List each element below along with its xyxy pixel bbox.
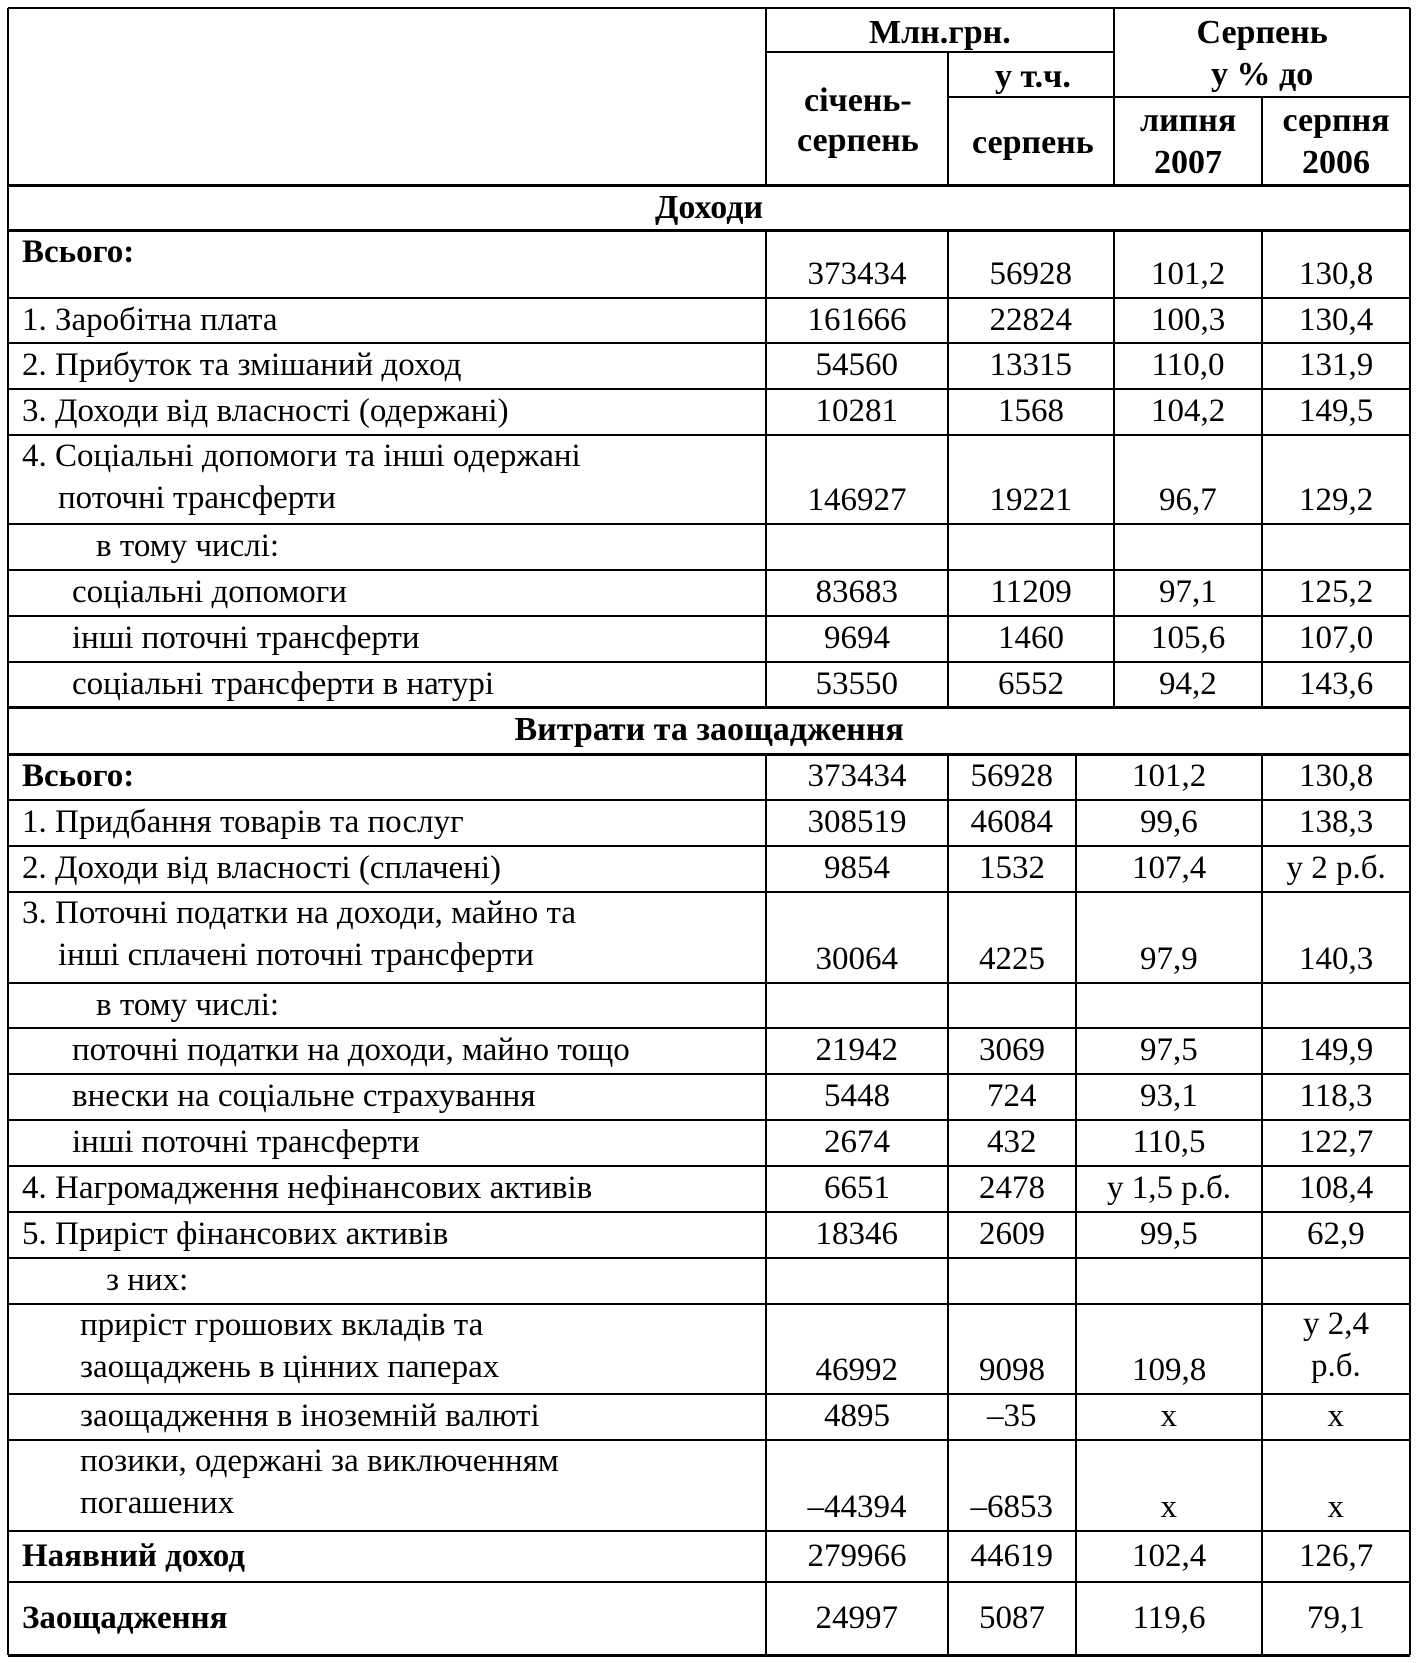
grid-line [1261,846,1263,892]
row-label: 5. Приріст фінансових активів [22,1216,449,1252]
grid-line [947,800,949,846]
cell-value: –35 [987,1398,1037,1434]
grid-line [947,1440,949,1531]
grid-line [1075,1440,1077,1531]
grid-line [1261,298,1263,343]
row-label: 3. Поточні податки на доходи, майно та [22,895,576,931]
cell-value: 6651 [824,1170,890,1206]
grid-line [1261,230,1263,298]
grid-line [947,1304,949,1394]
grid-line [8,1257,1410,1259]
grid-line [8,1581,1410,1583]
grid-line [947,524,949,570]
grid-line [8,297,1410,299]
header-aug-pct: Серпень [1196,14,1328,51]
grid-line [8,184,1410,187]
grid-line [1261,662,1263,707]
cell-value: 4225 [979,941,1045,977]
grid-line [1075,1166,1077,1212]
cell-value: 122,7 [1299,1124,1374,1160]
cell-value: х [1327,1398,1344,1434]
grid-line [1261,97,1263,185]
cell-value: 125,2 [1299,574,1374,610]
cell-value: 143,6 [1299,665,1374,702]
header-july: липня [1140,102,1237,139]
grid-line [1113,524,1115,570]
cell-value: х [1160,1489,1177,1525]
grid-line [765,298,767,343]
grid-line [765,1028,767,1074]
row-label: 2. Прибуток та змішаний доход [22,347,462,383]
grid-line [1075,1394,1077,1440]
grid-line [765,1582,767,1655]
cell-value: 373434 [807,256,907,292]
grid-line [1114,96,1410,98]
row-label: інші сплачені поточні трансферти [58,937,534,973]
grid-line [8,523,1410,525]
row-label: приріст грошових вкладів та [80,1307,484,1343]
row-label: внески на соціальне страхування [72,1078,536,1114]
grid-line [8,229,1410,232]
row-label: 1. Заробітна плата [22,301,278,338]
cell-value: 1532 [979,850,1045,886]
cell-value: 373434 [807,758,907,794]
cell-value: 130,8 [1299,758,1374,794]
grid-line [947,343,949,389]
header-july: 2007 [1154,144,1222,181]
grid-line [1113,343,1115,389]
cell-value: 22824 [989,301,1072,338]
grid-line [1113,230,1115,298]
cell-value: 2674 [824,1124,890,1160]
grid-line [765,1531,767,1582]
grid-line [1113,570,1115,616]
header-mln-grn: Млн.грн. [869,14,1011,51]
grid-line [8,1165,1410,1167]
grid-line [1261,389,1263,435]
cell-value: 62,9 [1307,1216,1365,1252]
cell-value: 161666 [807,301,907,338]
grid-line [1075,846,1077,892]
grid-line [1261,754,1263,800]
cell-value: 9098 [979,1352,1045,1388]
grid-line [1075,1074,1077,1120]
grid-line [8,1303,1410,1305]
grid-line [8,1654,1410,1657]
row-label: погашених [80,1485,235,1521]
row-label: соціальні трансферти в натурі [72,665,495,702]
cell-value: 44619 [970,1537,1053,1574]
grid-line [765,435,767,524]
header-aug2006: 2006 [1302,144,1370,181]
cell-value: 131,9 [1299,347,1374,383]
cell-value: 101,2 [1132,758,1207,794]
cell-value: 19221 [989,482,1072,518]
cell-value: р.б. [1311,1348,1361,1384]
grid-line [1261,1074,1263,1120]
grid-line [947,298,949,343]
grid-line [8,753,1410,756]
grid-line [8,706,1410,709]
row-label: в тому числі: [96,986,280,1023]
cell-value: у 2,4 [1303,1306,1369,1342]
cell-value: 21942 [815,1032,898,1068]
grid-line [947,230,949,298]
grid-line [1261,1582,1263,1655]
grid-line [765,1394,767,1440]
row-label: інші поточні трансферти [72,1124,420,1160]
grid-line [947,1028,949,1074]
cell-value: 97,5 [1140,1032,1198,1068]
cell-value: 146927 [807,482,907,518]
header-jan-aug: серпень [797,122,919,159]
grid-line [1261,343,1263,389]
cell-value: 110,0 [1151,347,1225,383]
grid-line [1075,1120,1077,1166]
grid-line [8,615,1410,617]
section-title: Доходи [655,189,764,226]
cell-value: 109,8 [1132,1352,1207,1388]
grid-line [765,892,767,983]
cell-value: х [1160,1398,1177,1434]
cell-value: 130,8 [1299,256,1374,292]
cell-value: у 1,5 р.б. [1107,1170,1232,1206]
grid-line [1113,389,1115,435]
grid-line [8,569,1410,571]
grid-line [8,342,1410,344]
row-label: 4. Соціальні допомоги та інші одержані [22,438,581,474]
cell-value: 105,6 [1151,620,1226,656]
cell-value: х [1327,1489,1344,1525]
cell-value: 13315 [989,347,1072,383]
grid-line [765,389,767,435]
row-label: заощаджень в цінних паперах [80,1349,500,1385]
cell-value: –44394 [807,1489,907,1525]
cell-value: 96,7 [1159,482,1217,518]
cell-value: 110,5 [1132,1124,1206,1160]
cell-value: 53550 [815,665,898,702]
grid-line [1261,1166,1263,1212]
grid-line [1409,8,1411,1655]
grid-line [1261,1212,1263,1258]
grid-line [765,524,767,570]
grid-line [8,1027,1410,1029]
grid-line [765,1258,767,1304]
cell-value: 2609 [979,1216,1045,1252]
row-label: в тому числі: [96,528,280,564]
cell-value: 54560 [815,347,898,383]
cell-value: 1460 [998,620,1064,656]
grid-line [765,846,767,892]
cell-value: 149,5 [1299,393,1374,429]
cell-value: 18346 [815,1216,898,1252]
cell-value: 3069 [979,1032,1045,1068]
row-label: позики, одержані за виключенням [80,1443,559,1479]
cell-value: –6853 [970,1489,1053,1525]
grid-line [8,891,1410,893]
row-label: поточні податки на доходи, майно тощо [72,1032,630,1068]
grid-line [947,1074,949,1120]
section-title: Витрати та заощадження [514,711,904,748]
grid-line [947,892,949,983]
grid-line [1261,800,1263,846]
grid-line [947,389,949,435]
grid-line [1261,1440,1263,1531]
grid-line [1261,1394,1263,1440]
cell-value: 10281 [815,393,898,429]
cell-value: 79,1 [1307,1599,1365,1636]
grid-line [1261,1531,1263,1582]
grid-line [765,800,767,846]
grid-line [947,1258,949,1304]
cell-value: 102,4 [1132,1537,1207,1574]
grid-line [1075,1212,1077,1258]
grid-line [7,8,9,1655]
grid-line [1261,570,1263,616]
grid-line [1261,1258,1263,1304]
cell-value: 11209 [990,574,1072,610]
row-label: соціальні допомоги [72,574,347,610]
grid-line [947,846,949,892]
cell-value: 94,2 [1159,665,1217,702]
grid-line [765,616,767,662]
grid-line [8,661,1410,663]
header-aug-pct: у % до [1211,56,1314,93]
grid-line [1261,435,1263,524]
row-label: Заощадження [22,1599,228,1636]
cell-value: 46084 [970,804,1053,840]
row-label: 4. Нагромадження нефінансових активів [22,1170,593,1206]
row-label: 2. Доходи від власності (сплачені) [22,850,501,886]
cell-value: 279966 [807,1537,907,1574]
row-label: інші поточні трансферти [72,620,420,656]
statistics-table [8,8,1410,1655]
cell-value: 99,6 [1140,804,1198,840]
header-jan-aug: січень- [804,82,912,119]
grid-line [1113,435,1115,524]
grid-line [8,1439,1410,1441]
cell-value: 6552 [998,665,1064,702]
cell-value: 149,9 [1299,1032,1374,1068]
grid-line [947,1166,949,1212]
grid-line [947,983,949,1028]
cell-value: 46992 [815,1352,898,1388]
grid-line [1075,1258,1077,1304]
grid-line [947,435,949,524]
grid-line [1075,1028,1077,1074]
grid-line [1261,983,1263,1028]
cell-value: 4895 [824,1398,890,1434]
grid-line [8,7,1410,9]
grid-line [947,616,949,662]
grid-line [765,230,767,298]
grid-line [947,1212,949,1258]
cell-value: 107,0 [1299,620,1374,656]
grid-line [8,434,1410,436]
grid-line [1075,1582,1077,1655]
grid-line [765,1166,767,1212]
grid-line [947,754,949,800]
grid-line [947,1394,949,1440]
header-aug2006: серпня [1282,102,1390,139]
grid-line [1261,1120,1263,1166]
row-label: Всього: [22,234,135,270]
grid-line [947,52,949,185]
cell-value: 119,6 [1132,1599,1206,1636]
grid-line [948,96,1114,98]
row-label: з них: [106,1262,189,1298]
grid-line [8,1393,1410,1395]
grid-line [1075,800,1077,846]
cell-value: 9694 [824,620,890,656]
cell-value: 24997 [815,1599,898,1636]
grid-line [947,1531,949,1582]
grid-line [765,1304,767,1394]
cell-value: 129,2 [1299,482,1374,518]
grid-line [8,1073,1410,1075]
grid-line [1261,1304,1263,1394]
cell-value: 432 [987,1124,1037,1160]
row-label: Наявний доход [22,1537,245,1574]
grid-line [765,983,767,1028]
grid-line [947,1120,949,1166]
grid-line [1075,1531,1077,1582]
grid-line [8,845,1410,847]
header-incl: у т.ч. [995,58,1071,95]
grid-line [1261,1028,1263,1074]
cell-value: у 2 р.б. [1286,850,1386,886]
cell-value: 724 [987,1078,1037,1114]
cell-value: 100,3 [1151,301,1226,338]
cell-value: 93,1 [1140,1078,1198,1114]
grid-line [765,1440,767,1531]
grid-line [765,1212,767,1258]
grid-line [765,1074,767,1120]
cell-value: 99,5 [1140,1216,1198,1252]
grid-line [765,754,767,800]
grid-line [947,1582,949,1655]
cell-value: 83683 [815,574,898,610]
cell-value: 118,3 [1299,1078,1373,1114]
grid-line [1261,524,1263,570]
cell-value: 9854 [824,850,890,886]
cell-value: 1568 [998,393,1064,429]
grid-line [765,8,767,185]
cell-value: 101,2 [1151,256,1226,292]
cell-value: 30064 [815,941,898,977]
grid-line [766,51,1114,53]
cell-value: 107,4 [1132,850,1207,886]
cell-value: 104,2 [1151,393,1226,429]
grid-line [947,570,949,616]
cell-value: 138,3 [1299,804,1374,840]
grid-line [1113,616,1115,662]
grid-line [8,799,1410,801]
grid-line [765,1120,767,1166]
grid-line [765,662,767,707]
grid-line [1261,892,1263,983]
cell-value: 56928 [989,256,1072,292]
row-label: 1. Придбання товарів та послуг [22,804,464,840]
header-aug: серпень [972,124,1094,161]
grid-line [1113,298,1115,343]
grid-line [1075,754,1077,800]
row-label: поточні трансферти [58,480,336,516]
cell-value: 308519 [807,804,907,840]
cell-value: 5448 [824,1078,890,1114]
grid-line [8,1211,1410,1213]
cell-value: 108,4 [1299,1170,1374,1206]
cell-value: 126,7 [1299,1537,1374,1574]
grid-line [8,1530,1410,1532]
grid-line [947,662,949,707]
row-label: 3. Доходи від власності (одержані) [22,393,509,429]
grid-line [765,570,767,616]
grid-line [1075,1304,1077,1394]
cell-value: 2478 [979,1170,1045,1206]
cell-value: 56928 [970,758,1053,794]
grid-line [8,1119,1410,1121]
cell-value: 97,1 [1159,574,1217,610]
row-label: Всього: [22,758,135,794]
grid-line [1075,983,1077,1028]
cell-value: 130,4 [1299,301,1374,338]
cell-value: 97,9 [1140,941,1198,977]
grid-line [8,982,1410,984]
row-label: заощадження в іноземній валюті [80,1398,540,1434]
grid-line [8,388,1410,390]
cell-value: 5087 [979,1599,1045,1636]
grid-line [1075,892,1077,983]
cell-value: 140,3 [1299,941,1374,977]
grid-line [1261,616,1263,662]
grid-line [1113,662,1115,707]
grid-line [765,343,767,389]
